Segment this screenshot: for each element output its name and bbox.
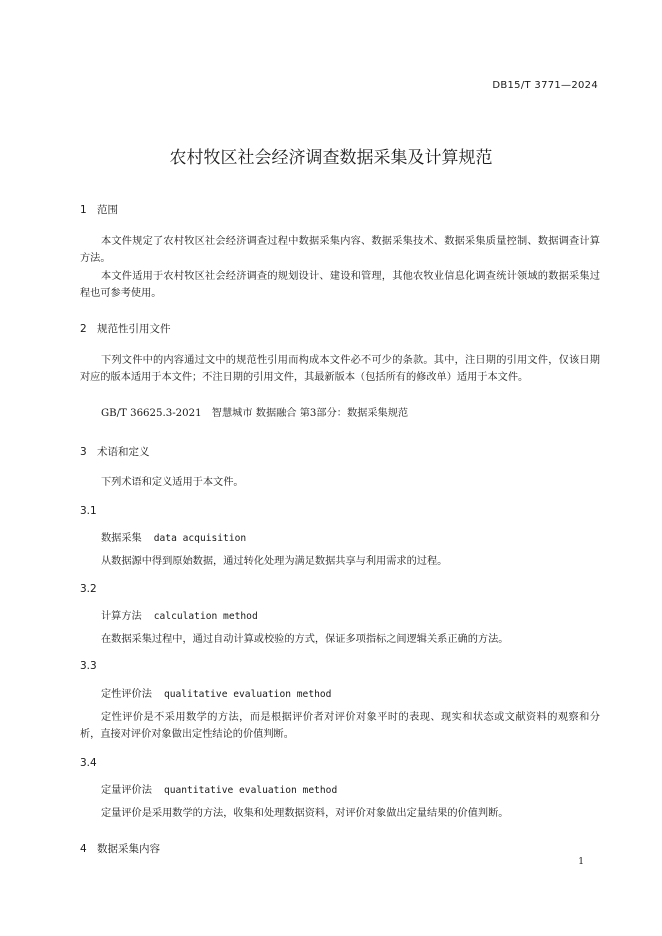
section-number: 1 bbox=[80, 204, 87, 216]
term-entry bbox=[101, 529, 246, 544]
section-heading-terms bbox=[80, 444, 150, 459]
page-title: 农村牧区社会经济调查数据采集及计算规范 bbox=[169, 148, 493, 168]
term-zh: 计算方法 bbox=[101, 611, 142, 622]
normative-reference: GB/T 36625.3-2021 智慧城市 数据融合 第3部分：数据采集规范 bbox=[101, 408, 409, 419]
section-heading-normative bbox=[80, 321, 171, 336]
term-entry bbox=[101, 607, 258, 622]
page-number: 1 bbox=[578, 857, 584, 867]
scope-paragraph-1: 本文件规定了农村牧区社会经济调查过程中数据采集内容、数据采集技术、数据采集质量控制、数据调查计算方法。 bbox=[80, 236, 600, 264]
section-title: 术语和定义 bbox=[97, 446, 150, 458]
normative-paragraph: 下列文件中的内容通过文中的规范性引用而构成本文件必不可少的条款。其中，注日期的引用文件，仅该日期对应的版本适用于本文件；不注日期的引用文件，其最新版本（包括所有的修改单）适用于本文件。 bbox=[80, 355, 600, 383]
terms-intro: 下列术语和定义适用于本文件。 bbox=[101, 477, 244, 488]
term-zh: 数据采集 bbox=[101, 533, 142, 544]
term-number: 3.3 bbox=[80, 660, 97, 672]
section-title: 范围 bbox=[97, 204, 118, 216]
section-number: 2 bbox=[80, 323, 87, 335]
section-heading-scope bbox=[80, 202, 118, 217]
term-number: 3.2 bbox=[80, 583, 97, 595]
section-title: 数据采集内容 bbox=[97, 843, 160, 855]
section-title: 规范性引用文件 bbox=[97, 323, 171, 335]
term-entry bbox=[101, 685, 331, 700]
term-definition: 定性评价是不采用数学的方法，而是根据评价者对评价对象平时的表现、现实和状态或文献资料的观察和分析，直接对评价对象做出定性结论的价值判断。 bbox=[80, 712, 600, 740]
term-zh: 定量评价法 bbox=[101, 785, 152, 796]
term-number: 3.1 bbox=[80, 505, 97, 517]
section-number: 3 bbox=[80, 446, 87, 458]
term-number: 3.4 bbox=[80, 757, 97, 769]
term-en: quantitative evaluation method bbox=[163, 785, 338, 796]
section-number: 4 bbox=[80, 843, 87, 855]
term-definition: 在数据采集过程中，通过自动计算或校验的方式，保证多项指标之间逻辑关系正确的方法。 bbox=[101, 634, 509, 645]
term-en: data acquisition bbox=[153, 533, 247, 544]
term-entry bbox=[101, 781, 337, 796]
term-en: calculation method bbox=[153, 611, 258, 622]
term-en: qualitative evaluation method bbox=[163, 689, 332, 700]
term-zh: 定性评价法 bbox=[101, 689, 152, 700]
scope-paragraph-2: 本文件适用于农村牧区社会经济调查的规划设计、建设和管理，其他农牧业信息化调查统计领域的数据采集过程也可参考使用。 bbox=[80, 271, 600, 299]
term-definition: 从数据源中得到原始数据，通过转化处理为满足数据共享与利用需求的过程。 bbox=[101, 556, 448, 567]
section-heading-content bbox=[80, 841, 160, 856]
document-code: DB15/T 3771—2024 bbox=[492, 80, 598, 91]
term-definition: 定量评价是采用数学的方法，收集和处理数据资料，对评价对象做出定量结果的价值判断。 bbox=[101, 808, 509, 819]
